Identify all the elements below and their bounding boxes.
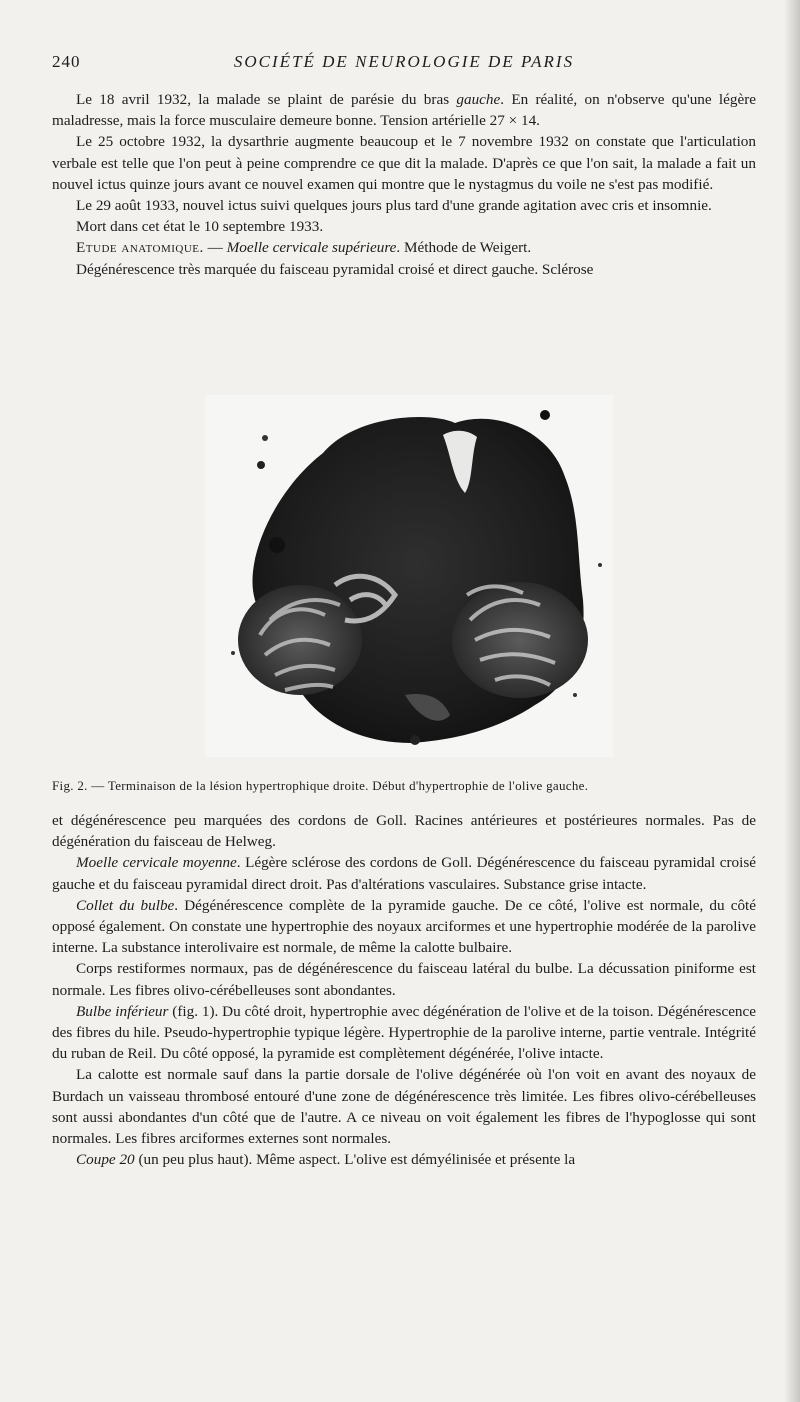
text-run: et dégénérescence peu marquées des cordons de Goll. Racines antérieures et postérieures normales. Pas de dégénération du faisceau de Helweg. — [52, 812, 756, 851]
caption-label: Fig. 2. — [52, 778, 88, 793]
speck — [598, 563, 602, 567]
paragraph — [52, 810, 756, 852]
running-head — [52, 52, 756, 78]
speck — [262, 435, 268, 441]
emphasized-text: gauche — [456, 91, 501, 108]
speck — [573, 693, 577, 697]
text-run: Mort dans cet état le 10 septembre 1933. — [76, 218, 324, 236]
emphasized-text: Moelle cervicale moyenne — [76, 854, 237, 872]
emphasized-text: Bulbe inférieur — [76, 1002, 169, 1020]
text-run: La calotte est normale sauf dans la partie dorsale de l'olive dégénérée où l'on voit en avant des noyaux de Burdach un vaisseau thrombosé entouré d'une zone de dégénérescence très limitée. Les fibres olivo-cérébelleuses sont aussi abondantes d'un côté que de l'autre. A ce niveau on voit également les fibres de l'hypoglosse qui sont normales. Les fibres arciformes externes sont normales. — [52, 1066, 756, 1148]
speck — [410, 735, 420, 745]
journal-title: SOCIÉTÉ DE NEUROLOGIE DE PARIS — [233, 52, 575, 71]
paragraph — [52, 259, 756, 280]
text-run: . En réalité, on n'observe qu'une légère maladresse, mais la force musculaire demeure bonne. Tension artérielle 27 × 14. — [52, 91, 756, 130]
paragraph — [52, 1149, 756, 1170]
paragraph — [52, 1001, 756, 1065]
figure-brainstem-section — [205, 395, 613, 757]
emphasized-text: Coupe 20 — [76, 1151, 135, 1169]
text-run: (un peu plus haut). Même aspect. L'olive est démyélinisée et présente la — [134, 1151, 576, 1169]
paragraph — [52, 895, 756, 959]
paragraph — [52, 131, 756, 195]
text-run: Corps restiformes normaux, pas de dégénérescence du faisceau latéral du bulbe. La décussation piniforme est normale. Les fibres olivo-cérébelleuses sont abondantes. — [52, 960, 756, 999]
paragraph — [52, 958, 756, 1000]
text-run: Dégénérescence très marquée du faisceau pyramidal croisé et direct gauche. Sclérose — [76, 260, 594, 278]
medulla-section-image — [205, 395, 613, 757]
body-text-top — [52, 89, 756, 280]
paragraph — [52, 237, 756, 258]
page-number: 240 — [52, 52, 81, 71]
speck — [257, 461, 265, 469]
paragraph — [52, 195, 756, 216]
text-run: Le 25 octobre 1932, la dysarthrie augmente beaucoup et le 7 novembre 1932 on constate que l'articulation verbale est telle que l'on peut à peine comprendre ce que dit la malade. D'après ce que l'on sait, la malade a fait un nouvel ictus quinze jours avant ce nouvel examen qui montre que le nystagmus du voile ne s'est pas modifié. — [52, 133, 756, 193]
figure-caption — [52, 778, 756, 794]
text-run: Le 18 avril 1932, la malade se plaint de parésie du bras — [76, 91, 457, 108]
paragraph — [52, 852, 756, 894]
speck — [540, 410, 550, 420]
paragraph — [52, 1064, 756, 1149]
paragraph — [52, 89, 756, 131]
body-text-bottom — [52, 810, 756, 1170]
page-edge-shadow — [784, 0, 800, 1402]
emphasized-text: Moelle cervicale supérieure — [226, 239, 397, 257]
paragraph — [52, 216, 756, 237]
speck — [231, 651, 235, 655]
text-run: . Méthode de Weigert. — [396, 239, 532, 257]
text-run: . Dégénérescence complète de la pyramide gauche. De ce côté, l'olive est normale, du côté opposé également. On constate une hypertrophie des noyaux arciformes et une hypertrophie modérée de la parolive interne. La substance interolivaire est normale, de même la calotte bulbaire. — [52, 896, 756, 957]
text-run: . Légère sclérose des cordons de Goll. Dégénérescence du faisceau pyramidal croisé gauche et du faisceau pyramidal direct droit. Pas d'altérations vasculaires. Substance grise intacte. — [52, 854, 756, 893]
emphasized-text: Collet du bulbe — [76, 896, 175, 914]
speck — [269, 537, 285, 553]
caption-text: — Terminaison de la lésion hypertrophique droite. Début d'hypertrophie de l'olive gauche. — [87, 778, 589, 793]
emphasized-text: Etude anatomique. — [76, 239, 204, 257]
text-run: — — [203, 239, 227, 257]
text-run: (fig. 1). Du côté droit, hypertrophie avec dégénération de l'olive et de la toison. Dégénérescence des fibres du hile. Pseudo-hypertrophie typique légère. Hypertrophie de la parolive interne, partie ventrale. Intégrité du ruban de Reil. Du côté opposé, la pyramide est complètement dégénérée, l'olive intacte. — [52, 1002, 757, 1063]
text-run: Le 29 août 1933, nouvel ictus suivi quelques jours plus tard d'une grande agitation avec cris et insomnie. — [76, 197, 712, 215]
